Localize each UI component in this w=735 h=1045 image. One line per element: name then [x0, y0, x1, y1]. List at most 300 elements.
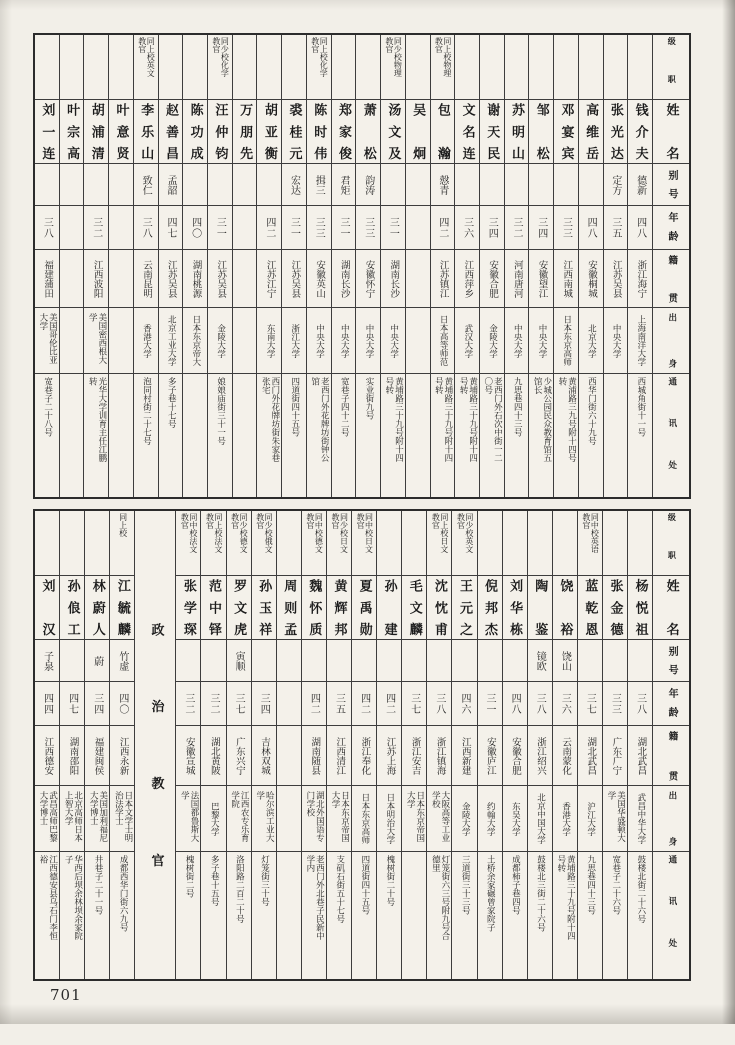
cell-address: [233, 373, 257, 497]
person-origin-text: 巴黎大学: [209, 801, 220, 836]
person-column: [528, 35, 553, 497]
person-rank-text: 同少校英文教官: [456, 513, 474, 553]
person-name-text: 郑家俊: [335, 103, 351, 160]
cell-rank: [257, 35, 281, 99]
person-alias-text: 蔚: [91, 655, 103, 666]
cell-native: [377, 725, 401, 785]
cell-native: [604, 249, 628, 307]
cell-alias: [406, 163, 430, 205]
cell-age: [480, 205, 504, 249]
cell-address: [282, 373, 306, 497]
cell-origin: [183, 307, 207, 373]
cell-alias: [60, 639, 84, 681]
person-address-text: 槐树街二号: [184, 855, 195, 898]
cell-address: [85, 851, 109, 979]
cell-origin: [233, 307, 257, 373]
person-origin-text: 日本文学士明治法学士: [113, 790, 133, 842]
cell-age: [503, 681, 527, 725]
person-address-text: 灯笼街三十号: [259, 855, 270, 906]
cell-native: [427, 725, 451, 785]
row-header-alias: [653, 639, 689, 681]
cell-rank: [352, 511, 376, 575]
person-name-text: 周则孟: [281, 579, 297, 636]
person-age-text: 四四: [41, 692, 53, 715]
person-name-text: 叶宗高: [64, 103, 80, 160]
person-column: [479, 35, 504, 497]
person-address-text: 西华门街六十九号: [586, 377, 597, 445]
person-age-text: 四二: [436, 216, 448, 239]
person-name-text: 高维岳: [583, 103, 599, 160]
person-native-text: 江苏镇江: [437, 259, 449, 298]
cell-age: [578, 681, 602, 725]
person-name-text: 胡亚衡: [261, 103, 277, 160]
cell-name: [554, 99, 578, 163]
cell-address: [227, 851, 251, 979]
row-header-address-label: 通讯处: [666, 855, 677, 947]
cell-age: [35, 205, 59, 249]
person-address-text: 老西门外花牌坊街钟公馆: [309, 377, 330, 462]
cell-name: [282, 99, 306, 163]
cell-name: [134, 99, 158, 163]
person-name-text: 罗文虎: [231, 579, 247, 636]
person-age-text: 四二: [263, 216, 275, 239]
cell-native: [307, 249, 331, 307]
person-origin-text: 中央大学: [388, 323, 399, 358]
cell-age: [277, 681, 301, 725]
person-name-text: 张金德: [607, 579, 623, 636]
person-column: [577, 511, 602, 979]
person-origin-text: 日本东京帝大: [190, 315, 201, 366]
person-name-text: 万朋先: [237, 103, 253, 160]
cell-alias: [352, 639, 376, 681]
cell-name: [356, 99, 380, 163]
cell-name: [553, 575, 577, 639]
person-native-text: 湖南邵阳: [67, 736, 79, 775]
person-rank-text: 同上校物理教官: [434, 37, 452, 77]
person-alias-text: 孟韶: [164, 174, 176, 195]
person-rank-text: 同中校英语教官: [581, 513, 600, 553]
cell-age: [528, 681, 552, 725]
person-name-text: 谢天民: [484, 103, 500, 160]
person-native-text: 江苏吴县: [610, 259, 622, 298]
person-age-text: 三三: [362, 216, 374, 239]
cell-native: [402, 725, 426, 785]
cell-name: [60, 99, 84, 163]
person-name-text: 范中铎: [206, 579, 222, 636]
cell-age: [377, 681, 401, 725]
cell-name: [233, 99, 257, 163]
cell-alias: [183, 163, 207, 205]
person-column: [256, 35, 281, 497]
cell-rank: [431, 35, 455, 99]
person-native-text: 广东兴宁: [233, 736, 245, 775]
person-column: [326, 511, 351, 979]
cell-rank: [377, 511, 401, 575]
cell-alias: [252, 639, 276, 681]
row-header-origin-label: 出身: [666, 313, 677, 368]
person-age-text: 四八: [509, 692, 521, 715]
row-header-native: [653, 725, 689, 785]
row-header-name-label: 姓名: [663, 103, 679, 160]
person-age-text: 四七: [164, 216, 176, 239]
person-column: [108, 35, 133, 497]
cell-alias: [35, 639, 59, 681]
row-header-column: [652, 511, 689, 979]
person-native-text: 江西波阳: [91, 259, 103, 298]
row-header-native-label: 籍贯: [666, 254, 678, 303]
cell-age: [579, 205, 603, 249]
person-alias-text: 德新: [634, 174, 646, 195]
cell-age: [302, 681, 326, 725]
cell-native: [381, 249, 405, 307]
person-alias-text: 竹虚: [116, 650, 128, 671]
person-name-text: 夏禹勋: [356, 579, 372, 636]
person-column: [426, 511, 451, 979]
person-native-text: 湖北武昌: [585, 736, 597, 775]
person-native-text: 广东广宁: [610, 736, 622, 775]
row-header-age-label: 年龄: [666, 688, 678, 719]
cell-rank: [579, 35, 603, 99]
cell-native: [529, 249, 553, 307]
cell-native: [352, 725, 376, 785]
person-origin-text: 金陵大学: [487, 323, 498, 358]
person-address-text: 成都西华门街六九号: [118, 855, 129, 932]
cell-name: [109, 99, 133, 163]
cell-origin: [110, 785, 134, 851]
person-origin-text: 日本明治大学: [384, 793, 395, 844]
cell-native: [455, 249, 479, 307]
cell-rank: [233, 35, 257, 99]
person-age-text: 三一: [484, 692, 496, 715]
cell-name: [431, 99, 455, 163]
person-address-text: 多子巷十七号: [166, 377, 177, 428]
person-rank-text: 同上校法文教官: [205, 513, 223, 553]
cell-name: [578, 575, 602, 639]
cell-alias: [480, 163, 504, 205]
person-column: [454, 35, 479, 497]
person-native-text: 湖南长沙: [338, 259, 350, 298]
person-address-text: 老西门外石次中街一二〇号: [482, 377, 503, 462]
person-address-text: 黄埔路三十九号附十四号转: [458, 377, 478, 462]
person-name-text: 李乐山: [138, 103, 154, 160]
person-age-text: 四二: [383, 692, 395, 715]
person-column: [527, 511, 552, 979]
cell-age: [159, 205, 183, 249]
cell-address: [528, 851, 552, 979]
cell-origin: [282, 307, 306, 373]
cell-age: [110, 681, 134, 725]
cell-address: [352, 851, 376, 979]
person-age-text: 四八: [585, 216, 597, 239]
cell-rank: [84, 35, 108, 99]
person-native-text: 浙江奉化: [359, 736, 371, 775]
cell-native: [277, 725, 301, 785]
person-name-text: 江毓麟: [114, 579, 130, 636]
cell-native: [84, 249, 108, 307]
person-address-text: 鼓楼北街二十六号: [635, 855, 646, 923]
cell-name: [85, 575, 109, 639]
person-name-text: 倪邦杰: [482, 579, 498, 636]
row-header-native: [653, 249, 689, 307]
row-header-address: [653, 851, 689, 979]
cell-age: [604, 205, 628, 249]
cell-rank: [109, 35, 133, 99]
cell-age: [257, 205, 281, 249]
person-native-text: 浙江绍兴: [535, 736, 547, 775]
cell-age: [628, 681, 652, 725]
cell-origin: [307, 307, 331, 373]
cell-origin: [60, 785, 84, 851]
cell-alias: [233, 163, 257, 205]
person-column: [355, 35, 380, 497]
cell-address: [201, 851, 225, 979]
person-name-text: 杨悦祖: [632, 579, 648, 636]
cell-alias: [159, 163, 183, 205]
person-column: [602, 511, 627, 979]
cell-age: [85, 681, 109, 725]
cell-native: [85, 725, 109, 785]
person-name-text: 萧松: [360, 103, 376, 160]
person-origin-text: 日本东京高师: [359, 793, 370, 844]
person-rank-text: 同少校日文教官: [330, 513, 349, 553]
cell-name: [529, 99, 553, 163]
person-name-text: 文名连: [459, 103, 475, 160]
cell-alias: [84, 163, 108, 205]
cell-native: [332, 249, 356, 307]
cell-alias: [332, 163, 356, 205]
person-column: [84, 511, 109, 979]
person-name-text: 裘桂元: [286, 103, 302, 160]
cell-rank: [603, 511, 627, 575]
cell-address: [406, 373, 430, 497]
person-origin-text: 武汉大学: [462, 323, 473, 358]
cell-rank: [307, 35, 331, 99]
person-name-text: 王元之: [456, 579, 472, 636]
cell-alias: [109, 163, 133, 205]
person-column: [200, 511, 225, 979]
person-address-text: 鼓楼北三街二十六号: [535, 855, 546, 932]
cell-address: [277, 851, 301, 979]
person-name-text: 陶鉴: [532, 579, 548, 636]
person-age-text: 四二: [358, 692, 370, 715]
cell-name: [327, 575, 351, 639]
cell-age: [431, 205, 455, 249]
person-column: [301, 511, 326, 979]
cell-rank: [201, 511, 225, 575]
cell-origin: [109, 307, 133, 373]
cell-address: [578, 851, 602, 979]
cell-origin: [176, 785, 200, 851]
person-native-text: 福建闽侯: [92, 736, 104, 775]
cell-native: [628, 725, 652, 785]
cell-rank: [553, 511, 577, 575]
person-origin-text: 大阪高等工业学校: [430, 790, 450, 842]
cell-rank: [452, 511, 476, 575]
cell-name: [406, 99, 430, 163]
cell-address: [35, 851, 59, 979]
cell-alias: [282, 163, 306, 205]
cell-origin: [35, 307, 59, 373]
cell-alias: [455, 163, 479, 205]
cell-origin: [377, 785, 401, 851]
cell-rank: [505, 35, 529, 99]
cell-alias: [529, 163, 553, 205]
cell-address: [257, 373, 281, 497]
cell-origin: [257, 307, 281, 373]
person-column: [627, 35, 652, 497]
person-age-text: 三三: [560, 216, 572, 239]
person-name-text: 赵善昌: [162, 103, 178, 160]
cell-name: [35, 575, 59, 639]
person-age-text: 四二: [308, 692, 320, 715]
cell-alias: [110, 639, 134, 681]
person-alias-text: 饶山: [559, 650, 571, 671]
cell-native: [553, 725, 577, 785]
person-age-text: 三五: [333, 692, 345, 715]
cell-address: [455, 373, 479, 497]
person-column: [627, 511, 652, 979]
cell-native: [603, 725, 627, 785]
person-age-text: 三一: [387, 216, 399, 239]
person-rank-text: 同中校德文教官: [305, 513, 324, 553]
person-column: [502, 511, 527, 979]
cell-rank: [332, 35, 356, 99]
person-alias-text: 揖三: [313, 174, 325, 195]
person-address-text: 泡同村街二十七号: [141, 377, 152, 445]
person-native-text: 云南蒙化: [560, 736, 572, 775]
cell-native: [60, 249, 84, 307]
cell-alias: [427, 639, 451, 681]
person-name-text: 包瀚: [434, 103, 450, 160]
person-column: [380, 35, 405, 497]
cell-origin: [352, 785, 376, 851]
cell-address: [302, 851, 326, 979]
cell-rank: [277, 511, 301, 575]
person-native-text: 江西永新: [117, 736, 129, 775]
cell-origin: [603, 785, 627, 851]
cell-rank: [60, 511, 84, 575]
cell-rank: [35, 35, 59, 99]
cell-address: [452, 851, 476, 979]
row-header-alias: [653, 163, 689, 205]
cell-native: [252, 725, 276, 785]
person-rank-text: 同上校: [118, 513, 128, 537]
cell-alias: [578, 639, 602, 681]
person-native-text: 云南昆明: [141, 259, 153, 298]
person-origin-text: 武昌中华大学: [635, 793, 646, 844]
cell-native: [35, 725, 59, 785]
person-origin-text: 中央大学: [314, 323, 325, 358]
row-header-rank-label: 级职: [667, 513, 677, 559]
person-native-text: 江西德安: [42, 736, 54, 775]
person-address-text: 宽巷子二十六号: [610, 855, 621, 915]
cell-native: [227, 725, 251, 785]
cell-address: [176, 851, 200, 979]
directory-table-upper: [33, 33, 691, 499]
cell-rank: [327, 511, 351, 575]
person-origin-text: 中央大学: [611, 323, 622, 358]
cell-alias: [277, 639, 301, 681]
cell-origin: [528, 785, 552, 851]
cell-rank: [427, 511, 451, 575]
cell-origin: [529, 307, 553, 373]
cell-address: [579, 373, 603, 497]
person-age-text: 三五: [609, 216, 621, 239]
cell-name: [528, 575, 552, 639]
page-number: 701: [50, 986, 82, 1004]
person-origin-text: 香港大学: [141, 323, 152, 358]
person-address-text: 支矶石街五十七号: [334, 855, 345, 923]
cell-native: [201, 725, 225, 785]
person-column: [578, 35, 603, 497]
person-origin-text: 美国加利福尼大学博士: [88, 790, 108, 842]
person-age-text: 四七: [66, 692, 78, 715]
person-column: [158, 35, 183, 497]
person-origin-text: 浙江大学: [289, 323, 300, 358]
person-address-text: 黄埔路三十九号附十四号转: [555, 855, 576, 940]
person-origin-text: 北京大学: [586, 323, 597, 358]
person-address-text: 四道街四十五号: [359, 855, 370, 915]
cell-name: [307, 99, 331, 163]
cell-age: [233, 205, 257, 249]
row-header-address-label: 通讯处: [666, 377, 677, 469]
person-native-text: 湖南桃源: [190, 259, 202, 298]
person-origin-text: 约翰大学: [485, 801, 496, 836]
cell-age: [134, 205, 158, 249]
person-address-text: 西门外花牌坊街朱家巷张宅: [260, 377, 280, 462]
cell-address: [60, 851, 84, 979]
person-rank-text: 同上校英文教官: [137, 37, 156, 77]
person-address-text: 娘娘庙街三十一号: [215, 377, 226, 445]
person-rank-text: 同上校日文教官: [431, 513, 449, 553]
person-native-text: 安徽英山: [314, 259, 326, 298]
person-age-text: 三六: [559, 692, 571, 715]
cell-name: [183, 99, 207, 163]
cell-origin: [427, 785, 451, 851]
cell-native: [208, 249, 232, 307]
cell-age: [201, 681, 225, 725]
cell-native: [406, 249, 430, 307]
cell-age: [183, 205, 207, 249]
person-alias-text: 定方: [609, 174, 621, 195]
cell-rank: [134, 35, 158, 99]
person-name-text: 陈功成: [187, 103, 203, 160]
person-native-text: 江苏上海: [384, 736, 396, 775]
cell-origin: [356, 307, 380, 373]
row-header-origin: [653, 785, 689, 851]
person-age-text: 三二: [208, 692, 220, 715]
person-age-text: 四八: [634, 216, 646, 239]
cell-age: [553, 681, 577, 725]
cell-origin: [455, 307, 479, 373]
person-column: [401, 511, 426, 979]
person-address-text: 黄浦路三九号附十四号转: [556, 377, 577, 462]
cell-origin: [227, 785, 251, 851]
cell-origin: [452, 785, 476, 851]
person-origin-text: 香港大学: [560, 801, 571, 836]
cell-name: [201, 575, 225, 639]
person-address-text: 九思巷四十三号: [585, 855, 596, 915]
cell-name: [579, 99, 603, 163]
cell-native: [327, 725, 351, 785]
person-column: [207, 35, 232, 497]
cell-address: [478, 851, 502, 979]
person-origin-text: 中央大学: [512, 323, 523, 358]
cell-address: [60, 373, 84, 497]
cell-address: [252, 851, 276, 979]
person-age-text: 三六: [461, 216, 473, 239]
cell-rank: [110, 511, 134, 575]
